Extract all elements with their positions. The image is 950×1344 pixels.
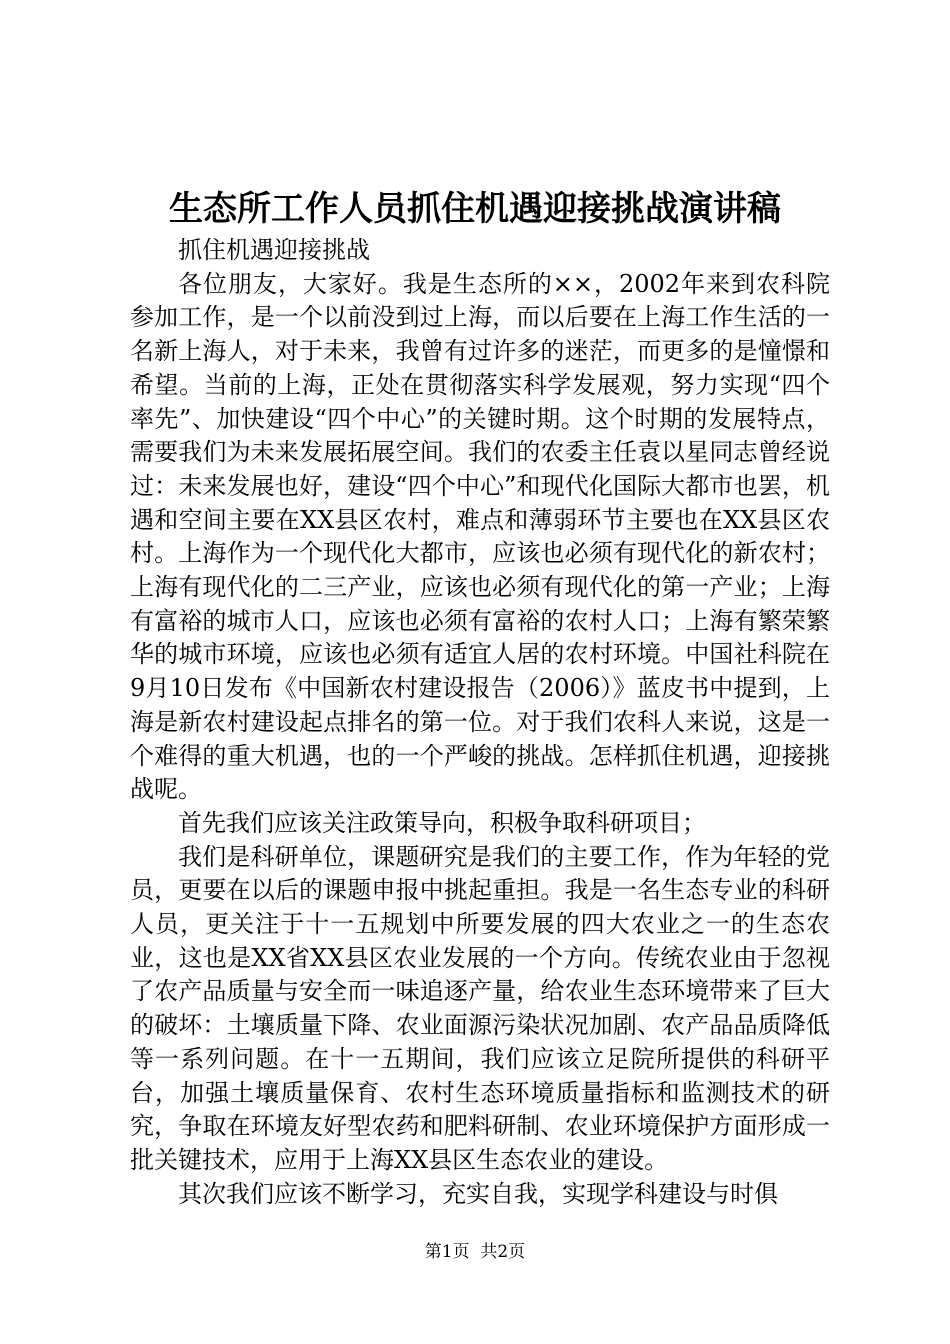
paragraph: 其次我们应该不断学习，充实自我，实现学科建设与时俱 xyxy=(178,1179,778,1208)
page-title: 生态所工作人员抓住机遇迎接挑战演讲稿 xyxy=(169,189,781,229)
document-subtitle: 抓住机遇迎接挑战 xyxy=(178,236,370,264)
document-body xyxy=(130,234,830,1211)
paragraph: 我们是科研单位，课题研究是我们的主要工作，作为年轻的党员，更要在以后的课题申报中挑起重担。我是一名生态专业的科研人员，更关注于十一五规划中所要发展的四大农业之一的生态农业，这也是XX省XX县区农业发展的一个方向。传统农业由于忽视了农产品质量与安全而一味追逐产量，给农业生态环境带来了巨大的破坏：土壤质量下降、农业面源污染状况加剧、农产品品质降低等一系列问题。在十一五期间，我们应该立足院所提供的科研平台，加强土壤质量保育、农村生态环境质量指标和监测技术的研究，争取在环境友好型农药和肥料研制、农业环境保护方面形成一批关键技术，应用于上海XX县区生态农业的建设。 xyxy=(130,842,830,1174)
paragraph: 各位朋友，大家好。我是生态所的××，2002年来到农科院参加工作，是一个以前没到过上海，而以后要在上海工作生活的一名新上海人，对于未来，我曾有过许多的迷茫，而更多的是憧憬和希望。当前的上海，正处在贯彻落实科学发展观，努力实现“四个率先”、加快建设“四个中心”的关键时期。这个时期的发展特点，需要我们为未来发展拓展空间。我们的农委主任袁以星同志曾经说过：未来发展也好，建设“四个中心”和现代化国际大都市也罢，机遇和空间主要在XX县区农村，难点和薄弱环节主要也在XX县区农村。上海作为一个现代化大都市，应该也必须有现代化的新农村；上海有现代化的二三产业，应该也必须有现代化的第一产业；上海有富裕的城市人口，应该也必须有富裕的农村人口；上海有繁荣繁华的城市环境，应该也必须有适宜人居的农村环境。中国社科院在9月10日发布《中国新农村建设报告（2006）》蓝皮书中提到，上海是新农村建设起点排名的第一位。对于我们农科人来说，这是一个难得的重大机遇，也的一个严峻的挑战。怎样抓住机遇，迎接挑战呢。 xyxy=(130,269,830,804)
page-footer: 第1页 共2页 xyxy=(424,1242,526,1262)
paragraph: 首先我们应该关注政策导向，积极争取科研项目； xyxy=(178,808,706,837)
